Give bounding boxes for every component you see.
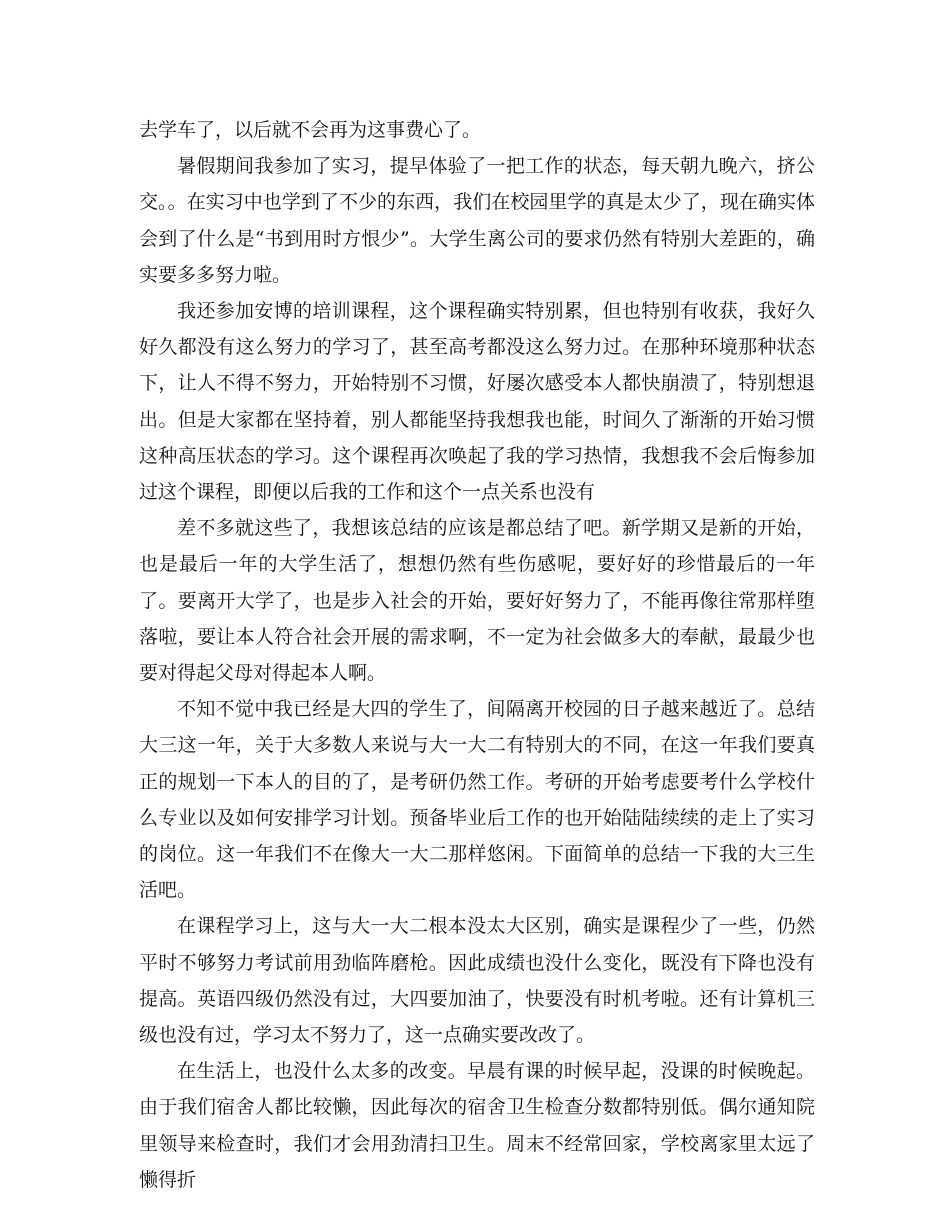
document-body: [139, 112, 815, 1198]
paragraph: 去学车了，以后就不会再为这事费心了。: [139, 119, 482, 141]
paragraph: 在生活上，也没什么太多的改变。早晨有课的时候早起，没课的时候晚起。由于我们宿舍人都比较懒，因此每次的宿舍卫生检查分数都特别低。偶尔通知院里领导来检查时，我们才会用劲清扫卫生。周末不经常回家，学校离家里太远了懒得折: [139, 1060, 815, 1191]
paragraph: 差不多就这些了，我想该总结的应该是都总结了吧。新学期又是新的开始，也是最后一年的大学生活了，想想仍然有些伤感呢，要好好的珍惜最后的一年了。要离开大学了，也是步入社会的开始，要好好努力了，不能再像往常那样堕落啦，要让本人符合社会开展的需求啊，不一定为社会做多大的奉献，最最少也要对得起父母对得起本人啊。: [139, 517, 815, 685]
paragraph: 我还参加安博的培训课程，这个课程确实特别累，但也特别有收获，我好久好久都没有这么努力的学习了，甚至高考都没这么努力过。在那种环境那种状态下，让人不得不努力，开始特别不习惯，好屡次感受本人都快崩溃了，特别想退出。但是大家都在坚持着，别人都能坚持我想我也能，时间久了渐渐的开始习惯这种高压状态的学习。这个课程再次唤起了我的学习热情，我想我不会后悔参加过这个课程，即便以后我的工作和这个一点关系也没有: [139, 300, 815, 504]
paragraph: 在课程学习上，这与大一大二根本没太大区别，确实是课程少了一些，仍然平时不够努力考试前用劲临阵磨枪。因此成绩也没什么变化，既没有下降也没有提高。英语四级仍然没有过，大四要加油了，快要没有时机考啦。还有计算机三级也没有过，学习太不努力了，这一点确实要改改了。: [139, 915, 815, 1047]
paragraph: 暑假期间我参加了实习，提早体验了一把工作的状态，每天朝九晚六，挤公交。。在实习中也学到了不少的东西，我们在校园里学的真是太少了，现在确实体会到了什么是“书到用时方恨少”。大学生离公司的要求仍然有特别大差距的，确实要多多努力啦。: [139, 155, 815, 286]
paragraph: 不知不觉中我已经是大四的学生了，间隔离开校园的日子越来越近了。总结大三这一年，关于大多数人来说与大一大二有特别大的不同，在这一年我们要真正的规划一下本人的目的了，是考研仍然工作。考研的开始考虑要考什么学校什么专业以及如何安排学习计划。预备毕业后工作的也开始陆陆续续的走上了实习的岗位。这一年我们不在像大一大二那样悠闲。下面简单的总结一下我的大三生活吧。: [139, 698, 815, 902]
